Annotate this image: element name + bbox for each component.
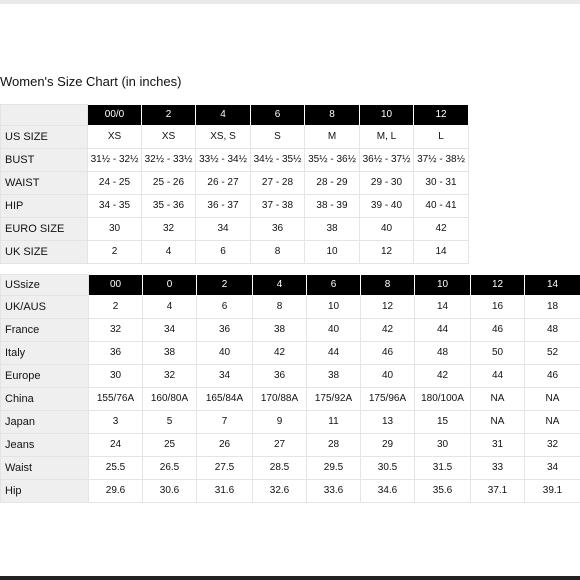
table-cell: 36 [253,365,307,388]
column-header: 2 [142,105,196,126]
table-cell: 24 [89,434,143,457]
table-cell: 42 [253,342,307,365]
table-cell: 30 [415,434,471,457]
table-cell: 35.6 [415,480,471,503]
table-cell: 34.6 [361,480,415,503]
table-cell: 18 [525,296,580,319]
table-cell: 44 [471,365,525,388]
table-cell: 28 [307,434,361,457]
table-cell: 31½ - 32½ [88,149,142,172]
table2-body [1,296,580,503]
table-cell: 34½ - 35½ [251,149,305,172]
table-cell: 32 [89,319,143,342]
table-cell: 46 [525,365,580,388]
table-cell: 25 [143,434,197,457]
table-cell: 37 - 38 [251,195,305,218]
size-chart-table-2 [0,274,580,503]
table-cell: 40 [197,342,253,365]
table2-header-row [1,275,580,296]
table-cell: 9 [253,411,307,434]
row-label: Jeans [1,434,89,457]
row-label: Italy [1,342,89,365]
table-cell: 36 [197,319,253,342]
table-cell: 12 [360,241,414,264]
table-row [1,411,580,434]
table-cell: L [414,126,469,149]
table-cell: 34 - 35 [88,195,142,218]
table-cell: 27 - 28 [251,172,305,195]
table-cell: 34 [525,457,580,480]
table-row [1,365,580,388]
table-row [1,149,469,172]
table-cell: 38 [305,218,360,241]
table-cell: 34 [196,218,251,241]
table-cell: 6 [196,241,251,264]
table-cell: 15 [415,411,471,434]
table-cell: 42 [361,319,415,342]
table-cell: 35 - 36 [142,195,196,218]
table-cell: 36½ - 37½ [360,149,414,172]
table-cell: 39 - 40 [360,195,414,218]
table-cell: 27 [253,434,307,457]
table-cell: NA [525,411,580,434]
table-cell: 175/92A [307,388,361,411]
bottom-divider [0,576,580,580]
column-header: 0 [143,275,197,296]
table-cell: 33.6 [307,480,361,503]
table-cell: 29 [361,434,415,457]
table-cell: 44 [307,342,361,365]
column-header: 10 [415,275,471,296]
table-cell: 38 - 39 [305,195,360,218]
table1-body [1,126,469,264]
table-cell: 30.6 [143,480,197,503]
table-cell: 13 [361,411,415,434]
table-cell: 33 [471,457,525,480]
table-row [1,342,580,365]
table-cell: 7 [197,411,253,434]
table-cell: 37.1 [471,480,525,503]
table-cell: XS, S [196,126,251,149]
table-cell: 35½ - 36½ [305,149,360,172]
table-cell: 14 [414,241,469,264]
table-row [1,480,580,503]
table-row [1,241,469,264]
table-cell: 3 [89,411,143,434]
table-cell: 180/100A [415,388,471,411]
table-cell: 24 - 25 [88,172,142,195]
column-header: 12 [471,275,525,296]
table-row [1,296,580,319]
table-cell: 16 [471,296,525,319]
column-header: 12 [414,105,469,126]
row-label: WAIST [1,172,88,195]
row-label: US SIZE [1,126,88,149]
table-cell: 160/80A [143,388,197,411]
table-cell: 38 [253,319,307,342]
table-cell: 34 [143,319,197,342]
table-cell: 10 [307,296,361,319]
table-cell: NA [525,388,580,411]
table-cell: 31.6 [197,480,253,503]
table-cell: 38 [307,365,361,388]
row-label: China [1,388,89,411]
table-cell: 30.5 [361,457,415,480]
table-cell: 36 - 37 [196,195,251,218]
table-cell: 175/96A [361,388,415,411]
table-cell: XS [88,126,142,149]
table-cell: 46 [361,342,415,365]
table-cell: 26 [197,434,253,457]
table-cell: 26.5 [143,457,197,480]
table-cell: 42 [414,218,469,241]
table-cell: 31.5 [415,457,471,480]
table-cell: 32.6 [253,480,307,503]
table-cell: 27.5 [197,457,253,480]
table-cell: 30 [88,218,142,241]
table-cell: 170/88A [253,388,307,411]
table-cell: 2 [89,296,143,319]
row-label: UK/AUS [1,296,89,319]
table-cell: 48 [525,319,580,342]
table-cell: S [251,126,305,149]
table-cell: 50 [471,342,525,365]
page-title: Women's Size Chart (in inches) [0,74,182,89]
table-cell: 36 [89,342,143,365]
table-cell: 36 [251,218,305,241]
table-cell: 32½ - 33½ [142,149,196,172]
table-cell: 30 - 31 [414,172,469,195]
row-label: EURO SIZE [1,218,88,241]
column-header: 00/0 [88,105,142,126]
row-label: Waist [1,457,89,480]
table-row [1,388,580,411]
table-cell: 29 - 30 [360,172,414,195]
column-header: 00 [89,275,143,296]
table1-header-row [1,105,469,126]
top-divider [0,0,580,4]
table-cell: 25 - 26 [142,172,196,195]
table-cell: 48 [415,342,471,365]
table-cell: 39.1 [525,480,580,503]
table-cell: 14 [415,296,471,319]
table-row [1,126,469,149]
table-cell: 40 [307,319,361,342]
table-cell: 33½ - 34½ [196,149,251,172]
column-header: 6 [307,275,361,296]
column-header: 10 [360,105,414,126]
column-header: 14 [525,275,580,296]
table-cell: 6 [197,296,253,319]
table-cell: 26 - 27 [196,172,251,195]
table-cell: 37½ - 38½ [414,149,469,172]
column-header: 8 [305,105,360,126]
table-cell: 28 - 29 [305,172,360,195]
row-label: BUST [1,149,88,172]
row-label: UK SIZE [1,241,88,264]
row-label: Japan [1,411,89,434]
column-header: 2 [197,275,253,296]
table-cell: 11 [307,411,361,434]
table-cell: 42 [415,365,471,388]
table-corner-header [1,105,88,126]
table-cell: NA [471,411,525,434]
table-cell: 34 [197,365,253,388]
table-row [1,319,580,342]
table-cell: 8 [251,241,305,264]
column-header: 4 [253,275,307,296]
table-cell: 32 [525,434,580,457]
table-cell: 10 [305,241,360,264]
table-cell: 40 [360,218,414,241]
table-cell: 38 [143,342,197,365]
table-cell: 32 [142,218,196,241]
row-label: HIP [1,195,88,218]
table-cell: M, L [360,126,414,149]
table-cell: 12 [361,296,415,319]
row-label: Europe [1,365,89,388]
table-row [1,218,469,241]
table-row [1,457,580,480]
table-cell: 25.5 [89,457,143,480]
row-label: France [1,319,89,342]
table-cell: 29.5 [307,457,361,480]
table-cell: 5 [143,411,197,434]
table-cell: 52 [525,342,580,365]
table-cell: NA [471,388,525,411]
column-header: 4 [196,105,251,126]
table-cell: 31 [471,434,525,457]
table-cell: 40 [361,365,415,388]
table-cell: 4 [143,296,197,319]
table-cell: 165/84A [197,388,253,411]
table-cell: 32 [143,365,197,388]
table-row [1,195,469,218]
column-header: 8 [361,275,415,296]
table-cell: 155/76A [89,388,143,411]
size-chart-table-1 [0,104,469,264]
table-cell: 30 [89,365,143,388]
table-cell: 8 [253,296,307,319]
table-cell: 2 [88,241,142,264]
table-cell: XS [142,126,196,149]
table-corner-header: USsize [1,275,89,296]
table-cell: 4 [142,241,196,264]
table-cell: M [305,126,360,149]
table-row [1,434,580,457]
column-header: 6 [251,105,305,126]
row-label: Hip [1,480,89,503]
table-cell: 44 [415,319,471,342]
table-cell: 29.6 [89,480,143,503]
table-cell: 40 - 41 [414,195,469,218]
table-row [1,172,469,195]
table-cell: 46 [471,319,525,342]
table-cell: 28.5 [253,457,307,480]
